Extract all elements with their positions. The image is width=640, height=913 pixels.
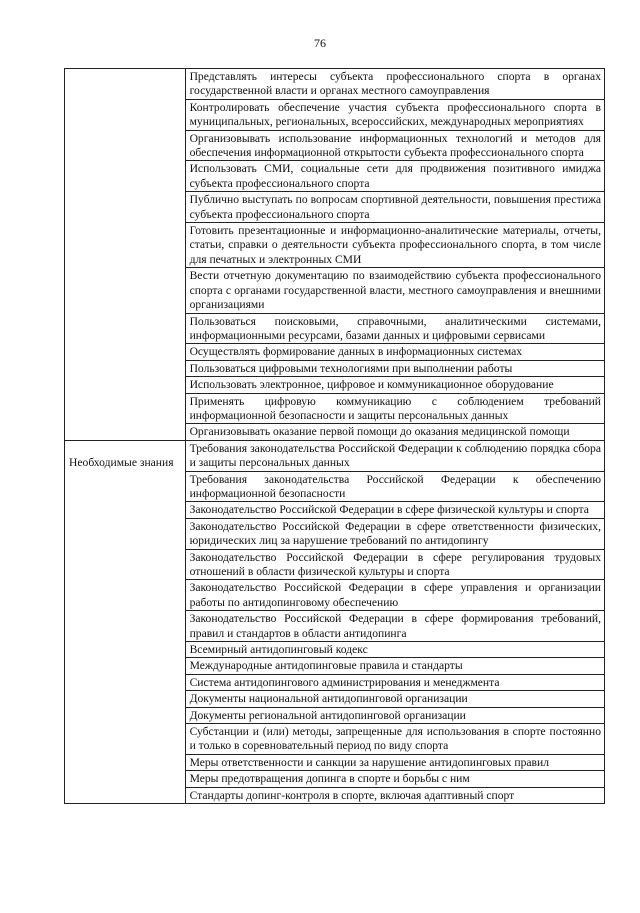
knowledge-item: Система антидопингового администрирования и менеджмента bbox=[185, 674, 604, 690]
knowledge-item: Законодательство Российской Федерации в сфере регулирования трудовых отношений в области физической культуры и спорта bbox=[185, 549, 604, 580]
knowledge-item: Требования законодательства Российской Федерации к обеспечению информационной безопасности bbox=[185, 471, 604, 502]
requirements-table-body bbox=[65, 69, 605, 804]
knowledge-item: Стандарты допинг-контроля в спорте, включая адаптивный спорт bbox=[185, 787, 604, 803]
skill-item: Организовывать использование информационных технологий и методов для обеспечения информационной открытости субъекта профессионального спорта bbox=[185, 130, 604, 161]
knowledge-item: Законодательство Российской Федерации в сфере формирования требований, правил и стандартов в области антидопинга bbox=[185, 611, 604, 642]
knowledge-item: Всемирный антидопинговый кодекс bbox=[185, 642, 604, 658]
knowledge-item: Законодательство Российской Федерации в сфере ответственности физических, юридических лиц за нарушение требований по антидопингу bbox=[185, 518, 604, 549]
skill-item: Представлять интересы субъекта профессионального спорта в органах государственной власти и органах местного самоуправления bbox=[185, 69, 604, 100]
skill-item: Готовить презентационные и информационно-аналитические материалы, отчеты, статьи, справки о деятельности субъекта профессионального спорта, в том числе для печатных и электронных СМИ bbox=[185, 223, 604, 268]
knowledge-item: Субстанции и (или) методы, запрещенные для использования в спорте постоянно и только в соревновательный период по виду спорта bbox=[185, 724, 604, 755]
knowledge-item: Меры ответственности и санкции за нарушение антидопинговых правил bbox=[185, 754, 604, 770]
table-row bbox=[65, 69, 605, 100]
knowledge-item: Международные антидопинговые правила и стандарты bbox=[185, 658, 604, 674]
knowledge-item: Меры предотвращения допинга в спорте и борьбы с ним bbox=[185, 771, 604, 787]
requirements-table bbox=[64, 68, 605, 804]
knowledge-item: Требования законодательства Российской Федерации к соблюдению порядка сбора и защиты персональных данных bbox=[185, 440, 604, 471]
skill-item: Вести отчетную документацию по взаимодействию субъекта профессионального спорта с органами государственной власти, местного самоуправления и внешними организациями bbox=[185, 268, 604, 313]
skill-item: Пользоваться поисковыми, справочными, аналитическими системами, информационными ресурсами, базами данных и цифровыми сервисами bbox=[185, 313, 604, 344]
empty-label-cell bbox=[65, 69, 186, 441]
section-label: Необходимые знания bbox=[69, 455, 174, 469]
skill-item: Пользоваться цифровыми технологиями при выполнении работы bbox=[185, 360, 604, 376]
skill-item: Использовать СМИ, социальные сети для продвижения позитивного имиджа субъекта профессионального спорта bbox=[185, 161, 604, 192]
skill-item: Организовывать оказание первой помощи до оказания медицинской помощи bbox=[185, 424, 604, 440]
knowledge-item: Документы региональной антидопинговой организации bbox=[185, 707, 604, 723]
knowledge-item: Документы национальной антидопинговой организации bbox=[185, 691, 604, 707]
knowledge-item: Законодательство Российской Федерации в сфере управления и организации работы по антидопинговому обеспечению bbox=[185, 580, 604, 611]
section-label-cell bbox=[65, 440, 186, 803]
skill-item: Публично выступать по вопросам спортивной деятельности, повышения престижа субъекта профессионального спорта bbox=[185, 192, 604, 223]
skill-item: Использовать электронное, цифровое и коммуникационное оборудование bbox=[185, 377, 604, 393]
page-number: 76 bbox=[314, 36, 326, 50]
skill-item: Контролировать обеспечение участия субъекта профессионального спорта в муниципальных, региональных, всероссийских, международных мероприятиях bbox=[185, 99, 604, 130]
skill-item: Применять цифровую коммуникацию с соблюдением требований информационной безопасности и защиты персональных данных bbox=[185, 393, 604, 424]
skill-item: Осуществлять формирование данных в информационных системах bbox=[185, 344, 604, 360]
table-row bbox=[65, 440, 605, 471]
knowledge-item: Законодательство Российской Федерации в сфере физической культуры и спорта bbox=[185, 502, 604, 518]
